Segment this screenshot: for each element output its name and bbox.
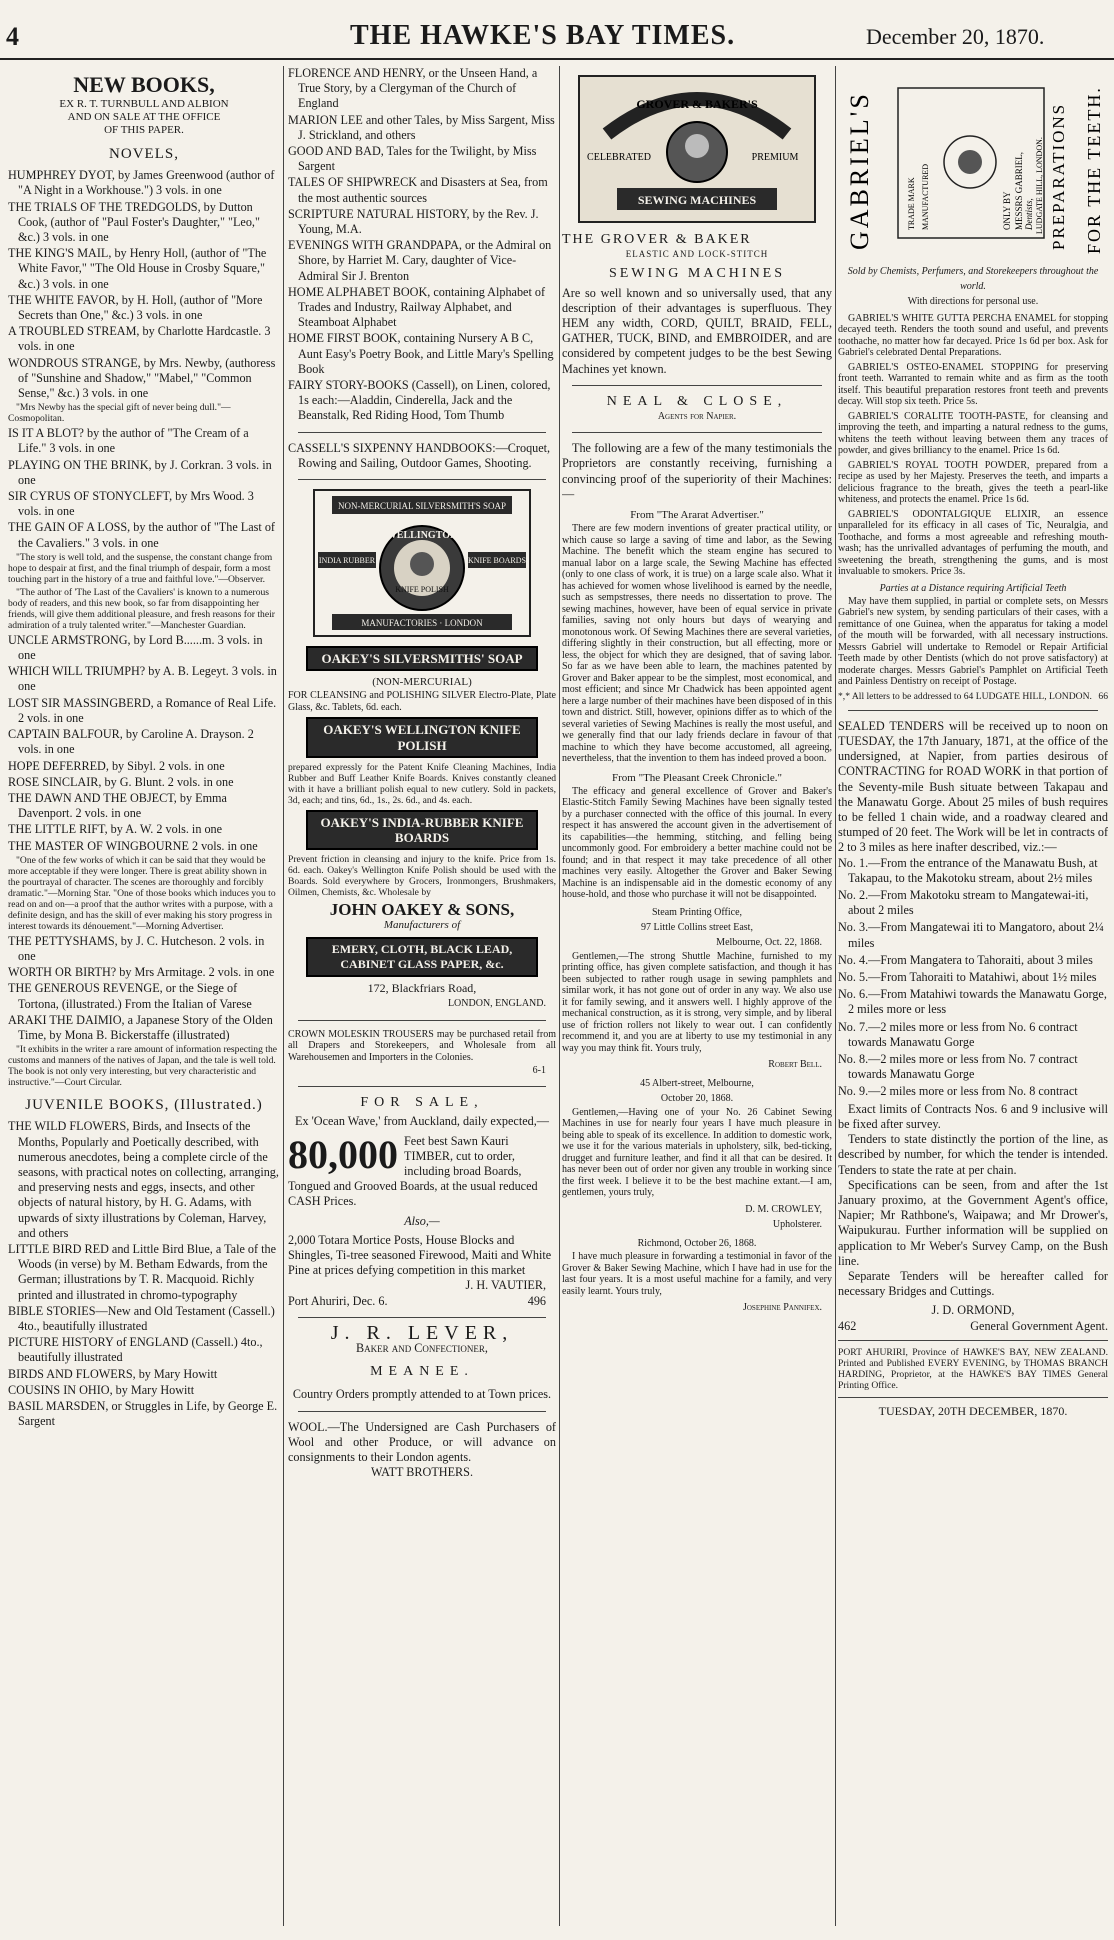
contract-item: No. 5.—From Tahoraiti to Matahiwi, about 1½ miles — [838, 970, 1097, 985]
wool-ad: WOOL.—The Undersigned are Cash Purchasers of Wool and other Produce, or will advance on consignments to their London agents. — [288, 1419, 556, 1465]
book-list — [8, 168, 280, 1088]
oakey-logo-art — [312, 488, 532, 638]
column-rule — [283, 66, 284, 1926]
issue-date: December 20, 1870. — [866, 24, 1045, 49]
book-entry: EVENINGS WITH GRANDPAPA, or the Admiral on Shore, by Harriet M. Cary, daughter of Vice-Admiral Sir J. Brenton — [288, 238, 552, 283]
new-books-sub: EX R. T. TURNBULL AND ALBION — [59, 98, 229, 110]
neal-close: NEAL & CLOSE, — [606, 393, 788, 409]
novels-heading: NOVELS, — [109, 146, 179, 162]
logo-top-text: NON-MERCURIAL SILVERSMITH'S SOAP — [338, 501, 506, 512]
also-label: Also,— — [404, 1213, 440, 1228]
maker-sub: Manufacturers of — [383, 918, 461, 931]
column-gabriel-tenders — [838, 66, 1108, 1934]
steam-date: Melbourne, Oct. 22, 1868. — [716, 937, 822, 949]
oakey-maker: JOHN OAKEY & SONS, — [329, 900, 515, 920]
printer-imprint: PORT AHURIRI, Province of HAWKE'S BAY, NEW ZEALAND. Printed and Published EVERY EVENING, by THOMAS BRANCH HARDING, Proprietor, at the HAWKE'S BAY TIMES General Printing Office. — [838, 1346, 1108, 1391]
gabriel-only-by: ONLY BY — [1002, 191, 1012, 230]
timber-ad — [288, 1134, 556, 1210]
book-entry: ARAKI THE DAIMIO, a Japanese Story of the Olden Time, by Mona B. Bickerstaffe (illustrated) — [8, 1012, 273, 1042]
tender-separate: Separate Tenders will be hereafter called for necessary Bridges and Cuttings. — [838, 1268, 1108, 1299]
vautier-signature: J. H. VAUTIER, — [465, 1278, 546, 1293]
gabriel-product: GABRIEL'S ROYAL TOOTH POWDER, prepared from a recipe as used by her Majesty. Preserves the teeth, and imparts a delicious fragrance to the breath, gives the teeth a pearl-like whiteness, and protects the enamel. Price 1s 6d. — [838, 459, 1108, 506]
crowley-trade: Upholsterer. — [772, 1218, 822, 1230]
gabriel-sold-by: Sold by Chemists, Perfumers, and Storekeepers throughout the world. — [847, 266, 1099, 293]
gabriel-trade-mark: TRADE MARK — [907, 177, 916, 230]
gabriel-product: GABRIEL'S OSTEO-ENAMEL STOPPING for preserving front teeth. Warranted to remain white and as firm as the tooth itself. This beautiful preparation restores front teeth and prevents decay. Will stop six teeth. Price 5s. — [838, 361, 1108, 408]
gabriel-address: LUDGATE HILL, LONDON. — [1035, 137, 1044, 234]
boards-banner: OAKEY'S INDIA-RUBBER KNIFE BOARDS — [306, 810, 538, 850]
boards-text: Prevent friction in cleansing and injury to the knife. Price from 1s. 6d. each. Oakey's Wellington Knife Polish should be used with the Boards. Sold everywhere by Grocers, Ironmongers, Brushmakers, Oilmen, Chemists, &c. Wholesale by — [288, 854, 556, 899]
ahuriri-ref: 496 — [527, 1293, 546, 1308]
book-entry: THE MASTER OF WINGBOURNE 2 vols. in one — [8, 838, 258, 853]
book-entry: WHICH WILL TRIUMPH? by A. B. Legeyt. 3 vols. in one — [8, 664, 277, 694]
book-entry: BASIL MARSDEN, or Struggles in Life, by George E. Sargent — [8, 1399, 278, 1429]
divider — [298, 1086, 546, 1087]
grover-baker-art — [577, 74, 817, 224]
gabriel-manufactured: MANUFACTURED — [921, 163, 930, 230]
emblem-top-text: GROVER & BAKER'S — [636, 97, 758, 111]
logo-bottom-text: MANUFACTORIES · LONDON — [361, 618, 483, 629]
column-books-and-ads — [288, 66, 556, 1934]
page-number: 4 — [6, 22, 19, 51]
ormond-line — [838, 1319, 1108, 1334]
tender-terms: Tenders to state distinctly the portion of the line, as described by number, for which the tender is intended. Tenders to state the rate at per chain. — [838, 1132, 1108, 1177]
signature-bell: Robert Bell. — [768, 1059, 822, 1071]
book-entry: HOME ALPHABET BOOK, containing Alphabet of Trades and Industry, Railway Alphabet, and Steamboat Alphabet — [288, 284, 546, 330]
source-pleasant-creek: From "The Pleasant Creek Chronicle." — [612, 771, 782, 784]
lever-trade: Baker and Confectioner, — [356, 1341, 488, 1356]
soap-text: FOR CLEANSING and POLISHING SILVER Electro-Plate, Plate Glass, &c. Tablets, 6d. each. — [288, 690, 556, 713]
book-entry: THE KING'S MAIL, by Henry Holl, (author of "The White Favor," "The Old House in Crosby Square," &c.) 3 vols. in one — [8, 246, 267, 291]
book-entry: THE GENEROUS REVENGE, or the Siege of Tortona, (illustrated.) From the Italian of Varese — [8, 981, 252, 1011]
divider — [572, 385, 822, 386]
masthead — [0, 12, 1114, 60]
totara-text: 2,000 Totara Mortice Posts, House Blocks and Shingles, Ti-tree seasoned Firewood, Maiti and White Pine at prices defying competition in this market — [288, 1232, 552, 1278]
oakey-address-city: LONDON, ENGLAND. — [447, 998, 546, 1010]
logo-mid-text: KNIFE POLISH — [395, 585, 449, 595]
emblem-bottom-text: SEWING MACHINES — [637, 193, 757, 207]
grover-heading: THE GROVER & BAKER — [562, 232, 752, 247]
new-books-sub: AND ON SALE AT THE OFFICE — [67, 111, 221, 123]
signature-pannifex: Josephine Pannifex. — [742, 1302, 822, 1314]
divider — [838, 1397, 1108, 1398]
steam-office: Steam Printing Office, — [651, 906, 743, 918]
country-orders: Country Orders promptly attended to at Town prices. — [292, 1387, 552, 1402]
for-sale-heading: FOR SALE, — [360, 1095, 484, 1111]
divider — [298, 1020, 546, 1021]
gabriel-dentists: Dentists, — [1024, 198, 1034, 230]
contract-limits: Exact limits of Contracts Nos. 6 and 9 inclusive will be fixed after survey. — [838, 1101, 1108, 1131]
contract-item: No. 6.—From Matahiwi towards the Manawatu Gorge, 2 miles more or less — [838, 987, 1107, 1017]
new-books-sub: OF THIS PAPER. — [104, 124, 184, 136]
soap-banner: OAKEY'S SILVERSMITHS' SOAP — [306, 646, 538, 671]
lever-name: J. R. LEVER, — [330, 1321, 514, 1344]
divider — [572, 432, 822, 433]
column-sewing-machines — [562, 66, 832, 1934]
grover-intro: Are so well known and so universally used, that any description of their advantages is superfluous. They HEM any width, CORD, QUILT, BRAID, FELL, GATHER, TUCK, BIND, and EMBROIDER, and are considered by competent judges to be the best Sewing Machines yet known. — [562, 285, 832, 376]
book-entry: TALES OF SHIPWRECK and Disasters at Sea, from the most authentic sources — [288, 175, 548, 205]
grover-subtitle: SEWING MACHINES — [608, 266, 786, 282]
testimonial-ararat: There are few modern inventions of greater practical utility, or which cause so large a saving of time and labor, as the Sewing Machine. The benefit which the steam engine has secured to manual labor on a large scale, the Sewing Machine has effected (only to one class of work, it is true) on a large scale also. What it has achieved for women whose livelihood is earned by the needle, such as sempstresses, there needs no dissertation to prove. The sewing machines, however, have been of equal service in private families, saving not only hours but days of wearying and monotonous work. Of Sewing Machines there are several varieties, differing slightly in their construction, but all effecting, more or less, the object for which they are designed, that of saving labor. So far as we have been able to learn, the machines patented by Grover and Baker appear to be the simplest, most economical, and most efficient; and since Mr Chadwick has been appointed agent here a large number of their machines have been disposed of in this town and district. Still, however, opinions differ as to which of the several varieties of Sewing Machines is really the most useful, and we generally find that our lady friends declare in favour of that machine to which they have become accustomed, all agreeing, nevertheless, that the invention to them has indeed proved a boon. — [562, 523, 832, 765]
watt-brothers: WATT BROTHERS. — [370, 1465, 474, 1480]
testimonial-bell: Gentlemen,—The strong Shuttle Machine, furnished to my printing office, has given complete satisfaction, and though it has been subjected to rather rough usage in sewing pamphlets and similar work, it has not gone out of order in any way. We also use it for family sewing, and it answers well. I highly approve of the mechanical construction, as it is strong, very simple, and by liberal use of friction rollers not likely to wear out. I can confidently recommend it, and you are at liberty to use my testimonial in any way you may think fit. Yours truly, — [562, 950, 832, 1054]
grover-baker-emblem — [577, 74, 817, 224]
divider — [298, 479, 546, 480]
book-entry: HUMPHREY DYOT, by James Greenwood (author of "A Night in a Workhouse.") 3 vols. in one — [8, 168, 275, 198]
book-entry: IS IT A BLOT? by the author of "The Cream of a Life." 3 vols. in one — [8, 426, 249, 456]
testimonials-intro: The following are a few of the many testimonials the Proprietors are constantly receiving, furnishing a convincing proof of the superiority of their Machines:— — [562, 441, 832, 501]
divider — [838, 1340, 1108, 1341]
book-entry: THE TRIALS OF THE TREDGOLDS, by Dutton Cook, (author of "Paul Foster's Daughter," "Leo," &c.) 3 vols. in one — [8, 199, 260, 245]
lever-place: MEANEE. — [370, 1364, 474, 1380]
logo-right-text: KNIFE BOARDS — [467, 556, 527, 566]
polish-banner: OAKEY'S WELLINGTON KNIFE POLISH — [306, 717, 538, 757]
column-rule — [835, 66, 836, 1926]
new-books-heading: NEW BOOKS, — [73, 72, 215, 97]
gabriel-for-teeth: FOR THE TEETH. — [1084, 86, 1104, 254]
book-entry: COUSINS IN OHIO, by Mary Howitt — [8, 1382, 195, 1397]
book-entry: HOME FIRST BOOK, containing Nursery A B C, Aunt Easy's Poetry Book, and Little Mary's Spelling Book — [288, 331, 554, 376]
book-entry: BIRDS AND FLOWERS, by Mary Howitt — [8, 1366, 218, 1381]
book-entry: THE WHITE FAVOR, by H. Holl, (author of "More Secrets than One," &c.) 3 vols. in one — [8, 292, 263, 323]
book-entry: CAPTAIN BALFOUR, by Caroline A. Drayson. 2 vols. in one — [8, 727, 254, 757]
tender-specs: Specifications can be seen, from and after the 1st January proximo, at the Government Agent's office, Napier; Mr Rathbone's, Waipawa; and Mr Drower's, Waipukurau. Further information will be supplied on application to Mr Weber's Survey Camp, on the Bush line. — [838, 1177, 1108, 1268]
gabriel-display-art — [838, 70, 1108, 258]
polish-text: prepared expressly for the Patent Knife Cleaning Machines, India Rubber and Buff Leather Knife Boards. Knives constantly cleaned with it have a brilliant polish equal to new cutlery. Sold in packets, 3d, each; and tins, 6d., 1s., 2s. 6d., and 4s. each. — [288, 761, 556, 806]
book-entry: FLORENCE AND HENRY, or the Unseen Hand, a True Story, by a Clergyman of the Church of England — [288, 66, 538, 111]
review-quote: "One of the few works of which it can be said that they would be more acceptable if they were longer. There is great ability shown in the pourtrayal of character. The scenes are thoroughly and forcibly dramatic."—Morning Star. "One of those books which induces you to read on and on—a proof that the author writes with a purpose, with a definite design, and has the skill of ever making his story progress in interest towards its dénouement."—Morning Advertiser. — [8, 854, 276, 932]
gabriel-preparations: PREPARATIONS — [1049, 102, 1068, 250]
footer-date: TUESDAY, 20TH DECEMBER, 1870. — [878, 1403, 1068, 1418]
gabriel-product: GABRIEL'S ODONTALGIQUE ELIXIR, an essence unparalleled for its efficacy in all cases of Tic, Neuralgia, and Toothache, and forms a most agreeable and refreshing mouth-wash; has the unrivalled advantages of perfuming the mouth, and sweetening the breath, strengthening the gums, and is most invaluable to smokers. Price 3s. — [838, 508, 1108, 578]
distance-heading: Parties at a Distance requiring Artificial Teeth — [879, 582, 1067, 594]
signature-crowley: D. M. CROWLEY, — [745, 1203, 822, 1215]
contract-item: No. 9.—2 miles more or less from No. 8 contract — [838, 1084, 1078, 1099]
gabriel-product: GABRIEL'S WHITE GUTTA PERCHA ENAMEL for stopping decayed teeth. Renders the tooth sound and useful, and prevents toothache, no matter how far decayed. Price 1s 6d per box. Ask for Gabriel's celebrated Dental Preparations. — [838, 312, 1108, 359]
divider — [848, 710, 1098, 711]
book-entry: ROSE SINCLAIR, by G. Blunt. 2 vols. in one — [8, 774, 234, 789]
divider — [298, 432, 546, 433]
grover-subheading: ELASTIC AND LOCK-STITCH — [625, 249, 769, 260]
column-new-books — [8, 66, 280, 1934]
book-entry: GOOD AND BAD, Tales for the Twilight, by Miss Sargent — [288, 144, 537, 174]
timber-text: Feet best Sawn Kauri TIMBER, cut to order, including broad Boards, Tongued and Grooved Boards, at the usual reduced CASH Prices. — [288, 1133, 538, 1209]
ahuriri-date: Port Ahuriri, Dec. 6. — [288, 1293, 388, 1308]
contract-item: No. 2.—From Makotoku stream to Mangatewai-iti, about 2 miles — [838, 888, 1089, 918]
timber-quantity: 80,000 — [288, 1133, 398, 1177]
review-quote: "The story is well told, and the suspense, the constant change from hope to despair at first, and the final triumph of despair, form a most touching part in the history of a true and faithful love."—Observer. — [8, 551, 273, 585]
testimonial-crowley: Gentlemen,—Having one of your No. 26 Cabinet Sewing Machines in use for nearly four years I have much pleasure in being able to speak of its excellence. In addition to domestic work, we use it for the various materials in upholstery, silk, bed-ticking, drugget and furniture leather, and find it all that can be desired. It has never been out of order nor given any trouble in working since the first week. I believe it to be the best machine extant.—I am, gentlemen, yours truly, — [562, 1106, 832, 1199]
book-entry: THE GAIN OF A LOSS, by the author of "The Last of the Cavaliers." 3 vols. in one — [8, 520, 275, 550]
ormond-ref: 462 — [838, 1318, 857, 1333]
book-entry: PICTURE HISTORY of ENGLAND (Cassell.) 4to., beautifully illustrated — [8, 1335, 263, 1365]
book-entry: CASSELL'S SIXPENNY HANDBOOKS:—Croquet, Rowing and Sailing, Outdoor Games, Shooting. — [288, 440, 551, 470]
distance-text: May have them supplied, in partial or complete sets, on Messrs Gabriel's new system, by sending particulars of their cases, with a remittance of one Guinea, when the apparatus for taking a model of the mouth will be forwarded, with all necessary instructions. Messrs Gabriel will undertake to Remodel or Repair Artificial Teeth made by other Dentists (which do not prove satisfactory) at moderate charges. Messrs Gabriel's Pamphlet on Artificial Teeth and Painless Dentistry on receipt of Postage. — [838, 595, 1108, 688]
gabriel-product: GABRIEL'S CORALITE TOOTH-PASTE, for cleansing and improving the teeth, and imparting a natural redness to the gums, whitens the teeth without leaving between them any traces of powder, and gives brilliancy to the enamel. Price 1s 6d. — [838, 410, 1108, 457]
book-entry: FAIRY STORY-BOOKS (Cassell), on Linen, colored, 1s each:—Aladdin, Cinderella, Jack and the Beanstalk, Red Riding Hood, Tom Thumb — [288, 378, 551, 423]
column-rule — [559, 66, 560, 1926]
testimonial-pannifex: I have much pleasure in forwarding a testimonial in favor of the Grover & Baker Sewing Machine, which I have had in use for the last four years. It is a most useful machine for a family, and very easily learnt. Yours truly, — [562, 1251, 832, 1297]
ship-line: Ex 'Ocean Wave,' from Auckland, daily expected,— — [295, 1114, 549, 1129]
gabriel-brand: GABRIEL'S — [845, 91, 874, 250]
oakey-logo — [312, 488, 532, 638]
agents-line: Agents for Napier. — [657, 411, 737, 423]
testimonial-pleasant-creek: The efficacy and general excellence of Grover and Baker's Elastic-Stitch Family Sewing Machines have been signally tested by a purchaser connected with the office of this journal. In every respect it has answered the account given in the advertisement of its capabilities—the hemming, stitching, and felling being uncommonly good. For embroidery a better machine could not be found; and in that respect it may take precedence of all other machines very easily. Altogether the Grover and Baker Sewing Machine is an indispensable aid in the domestic economy of any house-hold, and those who purchase it will not be disappointed. — [562, 785, 832, 901]
albert-address: 45 Albert-street, Melbourne, — [640, 1078, 754, 1090]
book-entry: LITTLE BIRD RED and Little Bird Blue, a Tale of the Woods (in verse) by M. Betham Edwards, from the German; illustrations by T. R. Macquoid. Richly printed and illustrated in chromo-typography — [8, 1241, 276, 1302]
emery-banner: EMERY, CLOTH, BLACK LEAD, CABINET GLASS PAPER, &c. — [306, 937, 538, 977]
steam-address: 97 Little Collins street East, — [641, 922, 753, 934]
crown-ref: 6-1 — [532, 1065, 546, 1077]
book-entry: WORTH OR BIRTH? by Mrs Armitage. 2 vols. in one — [8, 965, 275, 980]
book-entry: UNCLE ARMSTRONG, by Lord B......m. 3 vols. in one — [8, 632, 263, 663]
ahuriri-line — [288, 1294, 556, 1309]
book-entry: BIBLE STORIES—New and Old Testament (Cassell.) 4to., beautifully illustrated — [8, 1303, 275, 1333]
gabriel-letters-text: *,* All letters to be addressed to 64 LUDGATE HILL, LONDON. — [838, 690, 1092, 702]
oakey-address: 172, Blackfriars Road, — [367, 981, 477, 996]
book-entry: PLAYING ON THE BRINK, by J. Corkran. 3 vols. in one — [8, 457, 272, 487]
book-entry: LOST SIR MASSINGBERD, a Romance of Real Life. 2 vols. in one — [8, 695, 277, 725]
book-entry: MARION LEE and other Tales, by Miss Sargent, Miss J. Strickland, and others — [288, 112, 555, 142]
ormond-signature: J. D. ORMOND, — [931, 1303, 1015, 1318]
book-entry: HOPE DEFERRED, by Sibyl. 2 vols. in one — [8, 758, 225, 773]
gabriel-directions: With directions for personal use. — [907, 296, 1039, 308]
review-quote: "It exhibits in the writer a rare amount of information respecting the customs and manners of the natives of Japan, and the tale is well told. The book is not only very interesting, but very characteristic and instructive."—Court Circular. — [8, 1044, 277, 1089]
newspaper-title: THE HAWKE'S BAY TIMES. — [350, 20, 736, 51]
contract-item: No. 1.—From the entrance of the Manawatu Bush, at Takapau, to the Makotoku stream, about 2½ miles — [838, 855, 1098, 885]
book-entry: THE WILD FLOWERS, Birds, and Insects of the Months, Popularly and Poetically described, with numerous anecdotes, being a complete circle of the seasons, with practical notes on collecting, arranging, and preserving nests and eggs, insects, and other objects of natural history, by H. G. Adams, with upwards of sixty illustrations by Coleman, Harvey, and others — [8, 1119, 279, 1240]
emblem-right-text: PREMIUM — [751, 152, 799, 163]
divider — [298, 1317, 546, 1318]
emblem-left-text: CELEBRATED — [587, 152, 651, 163]
gabriel-ref: 66 — [1098, 690, 1108, 702]
contract-item: No. 4.—From Mangatera to Tahoraiti, about 3 miles — [838, 952, 1093, 967]
review-quote: "The author of 'The Last of the Cavaliers' is known to a numerous body of readers, and this new book, so far from disappointing her friends, will give them additional pleasure, and fresh reasons for their admiration of a truly talented writer."—Manchester Guardian. — [8, 586, 275, 631]
logo-left-text: INDIA RUBBER — [318, 556, 376, 566]
book-entry: WONDROUS STRANGE, by Mrs. Newby, (authoress of "Sunshine and Shadow," "Mabel," "Common Sense," &c.) 3 vols. in one — [8, 355, 276, 401]
book-entry: THE DAWN AND THE OBJECT, by Emma Davenport. 2 vols. in one — [8, 790, 227, 821]
logo-ring-text: WELLINGTON — [386, 530, 458, 542]
richmond-date: Richmond, October 26, 1868. — [637, 1238, 757, 1250]
contract-item: No. 7.—2 miles more or less from No. 6 contract towards Manawatu Gorge — [838, 1019, 1078, 1049]
book-entry: SIR CYRUS OF STONYCLEFT, by Mrs Wood. 3 vols. in one — [8, 489, 254, 519]
book-entry: THE LITTLE RIFT, by A. W. 2 vols. in one — [8, 822, 223, 837]
crown-moleskin-ad: CROWN MOLESKIN TROUSERS may be purchased retail from all Drapers and Storekeepers, and Wholesale from all Warehousemen and Importers in the Colonies. — [288, 1028, 556, 1063]
book-entry: THE PETTYSHAMS, by J. C. Hutcheson. 2 vols. in one — [8, 933, 265, 963]
gabriel-display — [838, 70, 1108, 258]
ormond-title: General Government Agent. — [970, 1318, 1108, 1333]
review-quote: "Mrs Newby has the special gift of never being dull."—Cosmopolitan. — [8, 402, 231, 425]
juvenile-list — [8, 1119, 280, 1429]
gabriel-messrs: MESSRS GABRIEL, — [1014, 151, 1024, 230]
contract-item: No. 3.—From Mangatewai iti to Mangatoro, about 2¼ miles — [838, 920, 1104, 950]
albert-date: October 20, 1868. — [660, 1093, 734, 1105]
gabriel-letters — [838, 691, 1108, 702]
divider — [298, 1411, 546, 1412]
tender-intro: SEALED TENDERS will be received up to noon on TUESDAY, the 17th January, 1871, at the office of the undersigned, at Napier, from parties desirous of CONTRACTING for ROAD WORK in that portion of the Seventy-mile Bush situate between Takapau and the Manawatu Gorge. About 25 miles of bush requires to be felled 1 chain wide, and a roadway cleared and stumped of 20 feet. The Work will be let in contracts of 2 to 3 miles as here inafter described, viz.:— — [838, 718, 1108, 855]
contract-list — [838, 856, 1108, 1100]
non-mercurial-label: (NON-MERCURIAL) — [372, 676, 472, 689]
contract-item: No. 8.—2 miles more or less from No. 7 contract towards Manawatu Gorge — [838, 1052, 1078, 1082]
book-entry: SCRIPTURE NATURAL HISTORY, by the Rev. J. Young, M.A. — [288, 206, 539, 237]
source-ararat: From "The Ararat Advertiser." — [630, 509, 764, 522]
juvenile-heading: JUVENILE BOOKS, (Illustrated.) — [25, 1097, 263, 1114]
gabriel-products — [838, 313, 1108, 578]
book-entry: A TROUBLED STREAM, by Charlotte Hardcastle. 3 vols. in one — [8, 324, 271, 354]
